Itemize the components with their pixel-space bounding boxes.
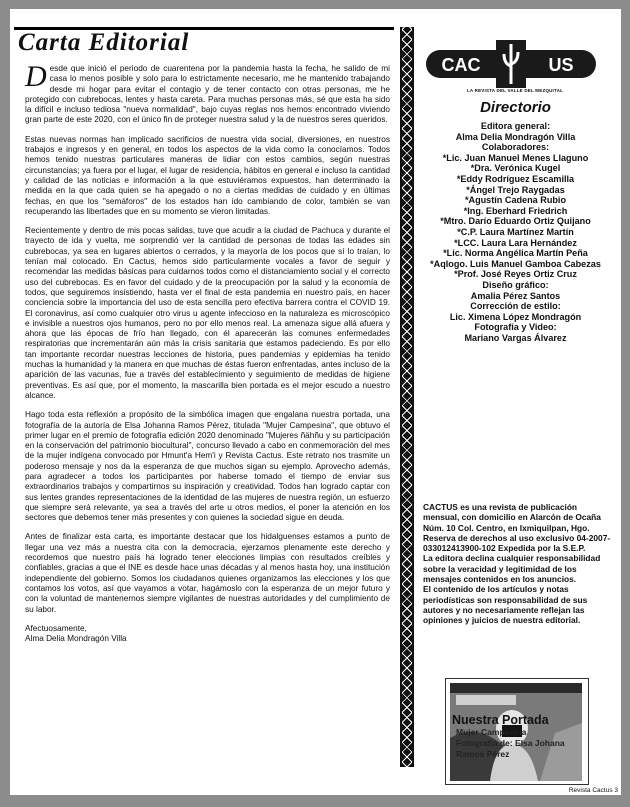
directory-list <box>418 121 613 343</box>
signature: Alma Delia Mondragón Villa <box>25 634 127 644</box>
directory-line: *LCC. Laura Lara Hernández <box>454 237 577 248</box>
article-paragraph-4: Hago toda esta reflexión a propósito de la simbólica imagen que engalana nuestra portada, una fotografía de la autoría de Elsa Johanna Ramos Pérez, titulada "Mujer Campesina", que obtuvo el primer lugar en el premio de fotografía edición 2020 denominado "Mujeres ñähñu y su participación en la conservación del patrimonio biocultural", concurso llevado a cabo en conmemoración del mes de la mujer indígena convocado por Hmunt'a Hem'i y Revista Cactus. Este retrato nos trasmite un poderoso mensaje y nos da la esperanza de que muchos sigan su ejemplo. Aprovecho además, para agradecer a todos los participantes por haberse tomado el tiempo de enviar sus extraordinarios trabajos y compartirnos su inspiración y creatividad. Todos han logrado captar con sus lentes grandes representaciones de la identidad de las mujeres de nuestra región, un esfuerzo que siempre será relevante, ya sea a través del arte u otros medios, el poner la atención en los sectores que debemos tener más presentes y con quienes la sociedad sigue en deuda. <box>25 410 390 523</box>
article-paragraph-5: Antes de finalizar esta carta, es importante destacar que los hidalguenses estamos a punto de llegar una vez más a nuestra cita con la democracia, ejerzamos plenamente este derecho y recordemos que nuestro país ha logrado tener elecciones limpias con resultados creíbles y confiables, gracias a que el INE es desde hace unas décadas y al menos hasta hoy, una institución independiente del gobierno. Somos los ciudadanos quienes organizamos las elecciones y los que contamos los votos, así que vayamos a votar, hagámoslo con la esperanza de un mejor futuro y con la voluntad de mantenernos siempre vigilantes de nuestras autoridades y del cumplimiento de su labor. <box>25 532 390 614</box>
cactus-logo <box>426 40 596 88</box>
directory-line: *Dra. Verónica Kugel <box>470 163 561 174</box>
directory-line: *Agustín Cadena Rubio <box>464 195 567 206</box>
directory-line: Colaboradores: <box>481 142 550 153</box>
cover-caption-credit: Fotografía de: Elsa Johana <box>456 738 565 748</box>
directory-line: Mariano Vargas Álvarez <box>464 332 567 343</box>
cover-heading: Nuestra Portada <box>452 713 549 727</box>
directory-line: *C.P. Laura Martínez Martín <box>457 226 574 237</box>
directory-line: *Lic. Norma Angélica Martín Peña <box>443 248 588 259</box>
article-paragraph-3: Recientemente y dentro de mis pocas salidas, tuve que acudir a la ciudad de Pachuca y durante el trayecto de ida y vuelta, me sorprendió ver la cantidad de personas de todas las edades sin cubrebocas, ya sea en lugares abiertos o cerrados, y la mayoría de los pocos que sí lo traían, lo tenían mal colocado. En Cactus, hemos sido particularmente vocales a favor de seguir y recomendar las medidas básicas para cuidarnos todos como el distanciamiento social y el correcto uso del cubrebocas. Es en favor del cuidado y de la preocupación por la salud y la economía de todos, que seguiremos insistiendo, hasta ver el final de esta pandemia en nuestro país, en hacer conciencia sobre la importancia del uso de esta sencilla pero efectiva barrera contra el COVID 19. El coronavirus, así como cualquier otro virus u agente infeccioso en la naturaleza es microscópico e invisible a nuestros ojos humanos, pero no por ello menos real. La amenaza sigue allá afuera y ahora que las épocas de frío han llegado, con él aparecerán las comunes enfermedades respiratorias que incrementarán aún más la crisis sanitaria que estamos padeciendo. Es por ello tan importante recordar nuestras lecciones de historia, pues pandemias y epidemias ha tenido muchas la humanidad y la manera en que muchas de éstas fueron enfrentadas, antes incluso de la aparición de las vacunas, fue a través del establecimiento y seguimiento de medidas de higiene preventivas. Es así que, por el momento, la mascarilla bien portada es el mejor escudo a nuestro alcance. <box>25 226 390 400</box>
directory-line: Diseño gráfico: <box>482 279 549 290</box>
logo-text-left: CAC <box>441 55 481 75</box>
info-disclaimer: La editora declina cualquier responsabilidad sobre la veracidad y legitimidad de los mensajes contenidos en los anuncios. <box>423 553 601 585</box>
directory-line: *Mtro. Darío Eduardo Ortiz Quijano <box>440 216 591 227</box>
directory-line: Amalia Pérez Santos <box>470 290 561 301</box>
page-footer: Revista Cactus 3 <box>568 787 618 794</box>
directory-line: *Prof. José Reyes Ortiz Cruz <box>454 269 577 280</box>
directory-title: Directorio <box>480 99 551 116</box>
info-publication: CACTUS es una revista de publicación mensual, con domicilio en Alarcón de Ocaña Núm. 10 Col. Centro, en Ixmiquilpan, Hgo. <box>423 502 601 533</box>
publication-info <box>423 502 613 626</box>
directory-line: *Eddy Rodríguez Escamilla <box>456 173 575 184</box>
directory-line: Editora general: <box>480 121 551 131</box>
directory-line: *Ing. Eberhard Friedrich <box>463 205 568 216</box>
info-rights: Reserva de derechos al uso exclusivo 04-2007-033012413900-102 Expedida por la S.E.P. <box>423 532 611 554</box>
decorative-border <box>400 27 414 767</box>
info-content: El contenido de los artículos y notas periodísticas son responsabilidad de sus autores y no necesariamente reflejan las opiniones y juicios de nuestra editorial. <box>423 584 588 626</box>
drop-cap: D <box>25 60 47 93</box>
cover-caption-title: Mujer Campesina <box>456 727 527 737</box>
logo-text-right: US <box>548 55 574 75</box>
cover-caption <box>456 727 565 760</box>
closing-line: Afectuosamente, <box>25 623 87 633</box>
article-paragraph-2: Estas nuevas normas han implicado sacrificios de nuestra vida social, diversiones, en nuestros trabajos e ingresos y en general, en todos los aspectos de la vida como la conocíamos. Todos hemos tenido nuestras particulares maneras de lidiar con estos cambios, según nuestras circunstancias; ya fuera por el lugar, el lugar de residencia, hábitos en general e incluso la cantidad y calidad de las noticias e información a la que estuviéramos expuestos, han determinado la medida en la que cada quien se ha apegado o no a ciertas medidas de cuidado y en últimas fechas, en que los "semáforos" de los estados han ido cambiando de color, también se van recuperando las libertades que en su momento se vieron limitadas. <box>25 134 390 216</box>
article-body <box>25 60 390 653</box>
cover-caption-author: Ramos Pérez <box>456 749 510 759</box>
directory-line: Alma Delia Mondragón Villa <box>455 131 576 142</box>
article-paragraph-1: Desde que inició el periodo de cuarentena por la pandemia hasta la fecha, he salido de mi casa lo menos posible y solo para lo estrictamente necesario, me he mantenido trabajando desde mi hogar para evitar el contagio y de tener contacto con otras personas, me he protegido con cubrebocas, lentes y hasta careta. Para muchas personas más, sé que esta ha sido la difícil e incluso tediosa "nueva normalidad", bajo cuyas reglas nos hemos encontrado viviendo gran parte de este 2020, con el único fin de proteger nuestra salud y la de nuestros seres queridos. <box>25 60 390 125</box>
directory-line: *Ángel Trejo Raygadas <box>466 184 565 195</box>
article-title: Carta Editorial <box>18 29 190 56</box>
directory-line: *Aqlogo. Luis Manuel Gamboa Cabezas <box>430 258 601 269</box>
directory-line: Corrección de estilo: <box>470 301 561 312</box>
directory-line: *Lic. Juan Manuel Menes Llaguno <box>442 152 589 163</box>
directory-line: Fotografía y Video: <box>474 322 557 333</box>
logo-tagline: LA REVISTA DEL VALLE DEL MEZQUITAL <box>466 88 564 93</box>
directory-line: Lic. Ximena López Mondragón <box>449 311 582 322</box>
